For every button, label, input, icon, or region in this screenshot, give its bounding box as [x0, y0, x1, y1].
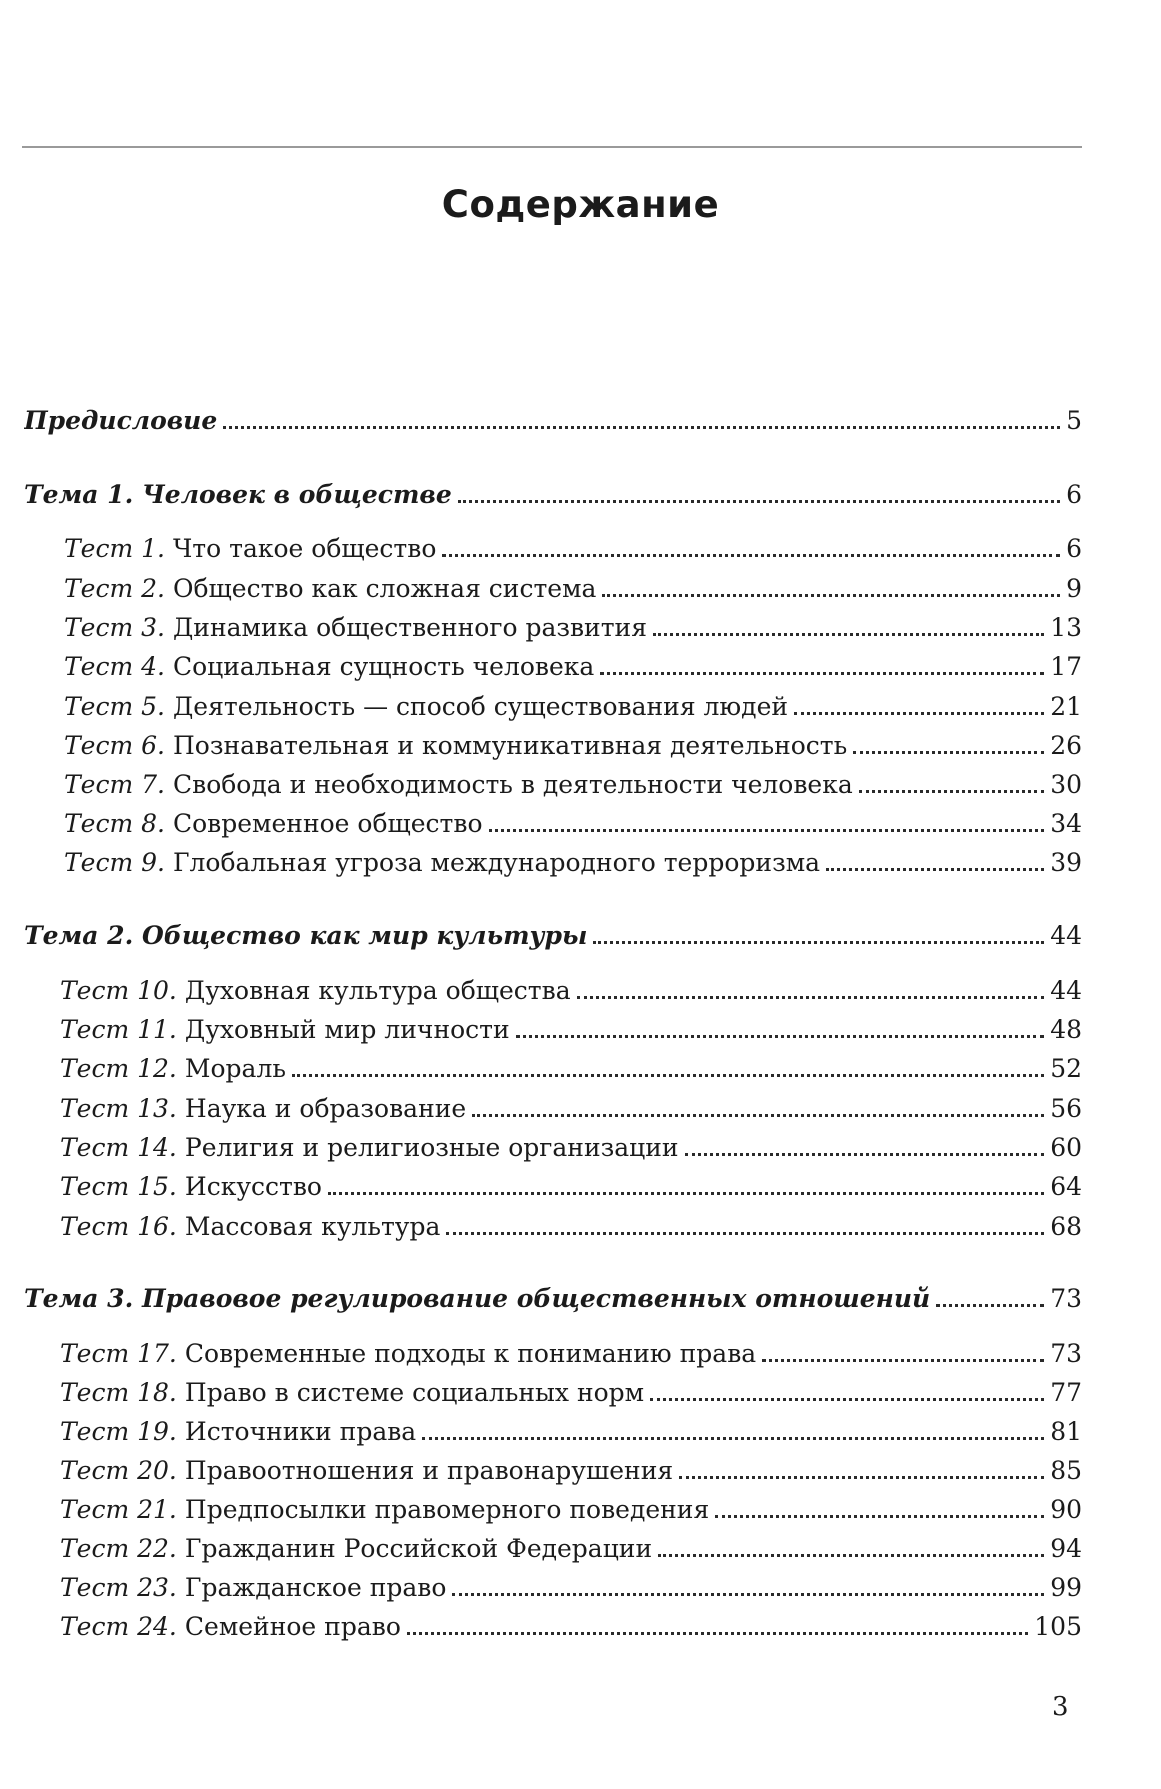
toc-test-entry	[64, 690, 1082, 724]
toc-entry-label: Предисловие	[24, 406, 218, 435]
dot-leader	[407, 1631, 1028, 1635]
toc-entry-title	[60, 974, 571, 1008]
toc-page-number: 26	[1050, 731, 1082, 760]
toc-test-number: Тест 17.	[60, 1339, 177, 1368]
dot-leader	[859, 789, 1044, 793]
toc-test-number: Тест 20.	[60, 1456, 177, 1485]
toc-test-entry	[60, 1532, 1082, 1566]
dot-leader	[577, 995, 1045, 999]
toc-test-number: Тест 8.	[64, 809, 165, 838]
toc-test-entry	[60, 1210, 1082, 1244]
toc-page-number: 39	[1050, 848, 1082, 877]
toc-entry-title	[60, 1493, 709, 1527]
toc-entry-label: Мораль	[184, 1054, 286, 1083]
dot-leader	[593, 940, 1044, 944]
toc-test-number: Тест 21.	[60, 1495, 177, 1524]
toc-test-number: Тест 12.	[60, 1054, 177, 1083]
toc-page-number: 105	[1034, 1612, 1082, 1641]
toc-page-number: 9	[1066, 574, 1082, 603]
dot-leader	[826, 867, 1044, 871]
page-title: Содержание	[441, 183, 720, 226]
toc-page-number: 56	[1050, 1094, 1082, 1123]
page-number: 3	[1052, 1692, 1069, 1722]
dot-leader	[328, 1191, 1044, 1195]
toc-test-entry	[60, 1376, 1082, 1410]
toc-test-entry	[60, 1415, 1082, 1449]
toc-page-number: 64	[1050, 1172, 1082, 1201]
toc-page-number: 68	[1050, 1212, 1082, 1241]
dot-leader	[422, 1436, 1044, 1440]
dot-leader	[442, 553, 1060, 557]
dot-leader	[685, 1152, 1045, 1156]
toc-entry-label: Духовная культура общества	[184, 976, 571, 1005]
toc-entry-title	[24, 919, 587, 953]
toc-test-number: Тест 23.	[60, 1573, 177, 1602]
toc-test-entry	[64, 846, 1082, 880]
toc-page-number: 6	[1066, 534, 1082, 563]
toc-page-number: 21	[1050, 692, 1082, 721]
toc-entry-title	[60, 1415, 416, 1449]
toc-topic-heading	[24, 404, 1082, 438]
toc-entry-title	[60, 1131, 679, 1165]
toc-test-entry	[64, 768, 1082, 802]
toc-entry-label: Динамика общественного развития	[172, 613, 647, 642]
dot-leader	[794, 711, 1044, 715]
toc-page-number: 13	[1050, 613, 1082, 642]
toc-test-number: Тест 3.	[64, 613, 165, 642]
toc-entry-label: Общество как сложная система	[172, 574, 597, 603]
toc-entry-title	[60, 1210, 440, 1244]
toc-topic-heading	[24, 919, 1082, 953]
toc-entry-label: Правоотношения и правонарушения	[184, 1456, 674, 1485]
toc-test-number: Тест 16.	[60, 1212, 177, 1241]
toc-entry-label: Тема 1. Человек в обществе	[24, 480, 452, 509]
toc-test-number: Тест 24.	[60, 1612, 177, 1641]
toc-entry-label: Свобода и необходимость в деятельности человека	[172, 770, 853, 799]
toc-page-number: 17	[1050, 652, 1082, 681]
toc-test-entry	[64, 650, 1082, 684]
toc-page-number: 90	[1050, 1495, 1082, 1524]
toc-test-number: Тест 2.	[64, 574, 165, 603]
toc-test-entry	[60, 1052, 1082, 1086]
toc-entry-title	[64, 611, 647, 645]
toc-entry-title	[60, 1170, 322, 1204]
toc-test-number: Тест 19.	[60, 1417, 177, 1446]
toc-topic-heading	[24, 1282, 1082, 1316]
toc-entry-title	[64, 532, 436, 566]
toc-entry-title	[64, 690, 788, 724]
toc-page-number: 94	[1050, 1534, 1082, 1563]
toc-page-number: 48	[1050, 1015, 1082, 1044]
dot-leader	[489, 828, 1045, 832]
toc-page-number: 77	[1050, 1378, 1082, 1407]
toc-test-entry	[64, 729, 1082, 763]
toc-entry-label: Предпосылки правомерного поведения	[184, 1495, 710, 1524]
toc-entry-title	[60, 1454, 673, 1488]
toc-test-entry	[60, 1493, 1082, 1527]
toc-entry-title	[64, 729, 847, 763]
toc-entry-title	[60, 1610, 401, 1644]
toc-page-number: 52	[1050, 1054, 1082, 1083]
dot-leader	[853, 750, 1044, 754]
toc-test-number: Тест 18.	[60, 1378, 177, 1407]
toc-test-number: Тест 10.	[60, 976, 177, 1005]
dot-leader	[602, 593, 1060, 597]
toc-test-number: Тест 15.	[60, 1172, 177, 1201]
toc-page-number: 99	[1050, 1573, 1082, 1602]
toc-page-number: 60	[1050, 1133, 1082, 1162]
dot-leader	[653, 632, 1044, 636]
toc-entry-title	[24, 404, 217, 438]
toc-entry-label: Современное общество	[172, 809, 483, 838]
toc-entry-title	[60, 1337, 756, 1371]
dot-leader	[715, 1514, 1044, 1518]
toc-test-entry	[64, 611, 1082, 645]
toc-entry-label: Семейное право	[184, 1612, 401, 1641]
toc-entry-title	[64, 650, 594, 684]
toc-test-number: Тест 7.	[64, 770, 165, 799]
dot-leader	[516, 1034, 1045, 1038]
toc-test-entry	[64, 572, 1082, 606]
toc-entry-label: Искусство	[184, 1172, 322, 1201]
toc-entry-title	[60, 1092, 466, 1126]
toc-page-number: 5	[1066, 406, 1082, 435]
dot-leader	[446, 1231, 1044, 1235]
toc-entry-label: Современные подходы к пониманию права	[184, 1339, 757, 1368]
toc-entry-title	[60, 1532, 652, 1566]
toc-entry-title	[64, 768, 853, 802]
toc-test-entry	[60, 1610, 1082, 1644]
toc-page-number: 34	[1050, 809, 1082, 838]
toc-test-number: Тест 9.	[64, 848, 165, 877]
dot-leader	[292, 1073, 1044, 1077]
toc-page-number: 30	[1050, 770, 1082, 799]
toc-test-entry	[60, 1337, 1082, 1371]
toc-test-number: Тест 13.	[60, 1094, 177, 1123]
toc-entry-label: Религия и религиозные организации	[184, 1133, 679, 1162]
dot-leader	[472, 1113, 1044, 1117]
toc-entry-title	[64, 572, 596, 606]
toc-entry-label: Тема 2. Общество как мир культуры	[24, 921, 588, 950]
toc-test-entry	[60, 1131, 1082, 1165]
dot-leader	[679, 1475, 1044, 1479]
toc-test-entry	[60, 974, 1082, 1008]
toc-entry-title	[24, 478, 452, 512]
toc-page-number: 44	[1050, 921, 1082, 950]
toc-entry-label: Духовный мир личности	[184, 1015, 510, 1044]
dot-leader	[452, 1592, 1044, 1596]
toc-page-number: 73	[1050, 1339, 1082, 1368]
toc-test-entry	[60, 1170, 1082, 1204]
toc-entry-label: Гражданин Российской Федерации	[184, 1534, 653, 1563]
dot-leader	[658, 1553, 1044, 1557]
toc-entry-title	[60, 1013, 510, 1047]
toc-page-number: 44	[1050, 976, 1082, 1005]
toc-entry-label: Тема 3. Правовое регулирование общественных отношений	[24, 1284, 931, 1313]
toc-entry-title	[60, 1571, 446, 1605]
toc-entry-label: Познавательная и коммуникативная деятельность	[172, 731, 848, 760]
dot-leader	[936, 1303, 1044, 1307]
header-rule	[22, 146, 1082, 148]
toc-page-number: 81	[1050, 1417, 1082, 1446]
toc-test-number: Тест 4.	[64, 652, 165, 681]
toc-test-entry	[60, 1013, 1082, 1047]
dot-leader	[650, 1397, 1044, 1401]
toc-test-number: Тест 14.	[60, 1133, 177, 1162]
toc-test-entry	[60, 1571, 1082, 1605]
toc-test-number: Тест 5.	[64, 692, 165, 721]
toc-test-entry	[60, 1454, 1082, 1488]
toc-entry-title	[64, 846, 820, 880]
dot-leader	[223, 425, 1060, 429]
dot-leader	[458, 499, 1060, 503]
toc-entry-label: Социальная сущность человека	[172, 652, 595, 681]
toc-test-entry	[64, 532, 1082, 566]
dot-leader	[762, 1358, 1044, 1362]
toc-entry-title	[24, 1282, 930, 1316]
toc-topic-heading	[24, 478, 1082, 512]
toc-test-entry	[64, 807, 1082, 841]
toc-test-number: Тест 6.	[64, 731, 165, 760]
toc-test-number: Тест 1.	[64, 534, 165, 563]
toc-entry-label: Источники права	[184, 1417, 417, 1446]
toc-entry-label: Право в системе социальных норм	[184, 1378, 645, 1407]
toc-entry-label: Наука и образование	[184, 1094, 467, 1123]
toc-page-number: 6	[1066, 480, 1082, 509]
toc-test-entry	[60, 1092, 1082, 1126]
toc-entry-title	[60, 1052, 286, 1086]
toc-entry-label: Массовая культура	[184, 1212, 441, 1241]
toc-entry-title	[60, 1376, 644, 1410]
toc-page-number: 73	[1050, 1284, 1082, 1313]
toc-test-number: Тест 11.	[60, 1015, 177, 1044]
toc-test-number: Тест 22.	[60, 1534, 177, 1563]
toc-entry-label: Глобальная угроза международного терроризма	[172, 848, 821, 877]
toc-entry-title	[64, 807, 483, 841]
toc-entry-label: Деятельность — способ существования людей	[172, 692, 789, 721]
toc-entry-label: Что такое общество	[172, 534, 437, 563]
toc-page-number: 85	[1050, 1456, 1082, 1485]
dot-leader	[600, 671, 1044, 675]
toc-entry-label: Гражданское право	[184, 1573, 447, 1602]
